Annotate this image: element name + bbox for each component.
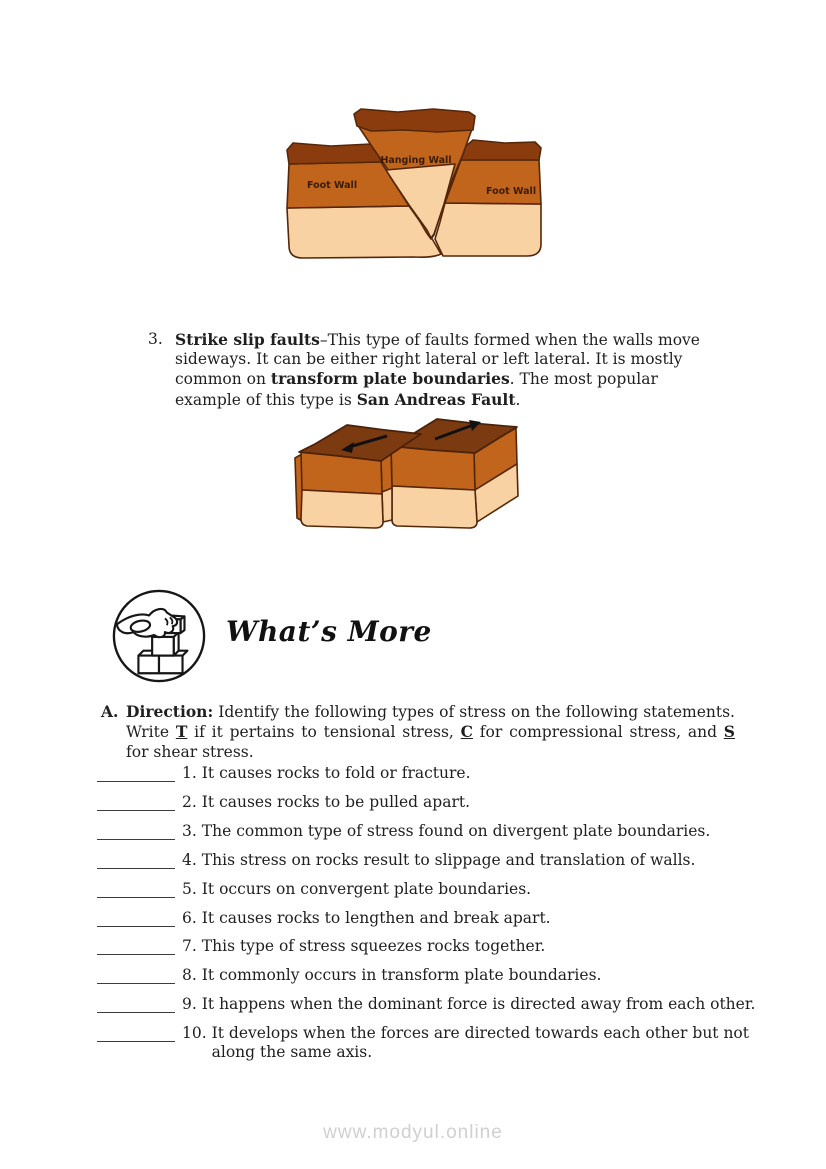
quiz-item-text: The common type of stress found on divergent plate boundaries. <box>201 821 711 840</box>
letter-s: S <box>723 722 735 742</box>
direction-body <box>126 702 735 762</box>
quiz-item <box>97 1024 759 1062</box>
direction-text: for compressional stress, and <box>473 723 724 742</box>
quiz-item <box>97 995 759 1014</box>
normal-fault-diagram <box>283 106 547 262</box>
hanging-wall-label: Hanging Wall <box>380 155 452 166</box>
list-number: 3. <box>148 330 163 348</box>
paragraph-text: . <box>515 390 521 409</box>
answer-blank[interactable] <box>97 793 175 811</box>
site-watermark: www.modyul.online <box>323 1122 503 1143</box>
foot-wall-right-label: Foot Wall <box>486 186 537 197</box>
quiz-item-number: 10. <box>182 1024 207 1043</box>
direction-letter: A. <box>101 702 119 721</box>
paragraph-text: . The most popular example of this type is <box>175 370 658 409</box>
quiz-item <box>97 909 759 928</box>
hand-stacking-blocks-icon <box>110 587 208 685</box>
strike-slip-fault-diagram <box>291 406 531 546</box>
quiz-item-text: It causes rocks to fold or fracture. <box>201 764 471 782</box>
quiz-item-number: 2. <box>182 792 197 811</box>
quiz-item <box>97 880 759 899</box>
quiz-item-number: 5. <box>182 879 197 898</box>
paragraph-text: –This type of faults formed when the walls move sideways. It can be either right lateral or left lateral. It is mostly common on <box>175 331 700 389</box>
term-transform-boundaries: transform plate boundaries <box>270 369 510 389</box>
answer-blank[interactable] <box>97 1024 175 1042</box>
quiz-item-number: 6. <box>182 908 197 927</box>
quiz-item-text: It causes rocks to lengthen and break apart. <box>201 908 551 927</box>
direction-text: Identify the following types of stress on the following statements. Write <box>126 703 735 742</box>
foot-wall-left-label: Foot Wall <box>307 180 358 191</box>
paragraph-body <box>175 330 727 410</box>
answer-blank[interactable] <box>97 937 175 955</box>
direction-text: if it pertains to tensional stress, <box>187 723 461 742</box>
direction-instructions <box>101 702 735 762</box>
quiz-item-text: It causes rocks to be pulled apart. <box>201 792 471 811</box>
quiz-item <box>97 822 759 841</box>
term-san-andreas: San Andreas Fault <box>356 389 516 409</box>
quiz-item <box>97 793 759 812</box>
quiz-item-number: 1. <box>182 764 197 782</box>
quiz-item-text: It happens when the dominant force is directed away from each other. <box>201 995 756 1014</box>
letter-c: C <box>460 722 473 742</box>
answer-blank[interactable] <box>97 995 175 1013</box>
answer-blank[interactable] <box>97 880 175 898</box>
answer-blank[interactable] <box>97 851 175 869</box>
letter-t: T <box>175 722 188 742</box>
answer-blank[interactable] <box>97 909 175 927</box>
quiz-item-number: 3. <box>182 821 197 840</box>
section-title-whats-more: What’s More <box>226 615 432 648</box>
strike-slip-paragraph <box>148 330 727 410</box>
quiz-list <box>97 764 759 1072</box>
direction-text: for shear stress. <box>126 742 254 761</box>
quiz-item <box>97 851 759 870</box>
quiz-item-text: This stress on rocks result to slippage and translation of walls. <box>201 850 696 869</box>
quiz-item-text: It occurs on convergent plate boundaries. <box>201 879 532 898</box>
quiz-item-number: 4. <box>182 850 197 869</box>
quiz-item-number: 8. <box>182 966 197 985</box>
quiz-item-text: This type of stress squeezes rocks together. <box>201 937 546 956</box>
quiz-item-text: It develops when the forces are directed towards each other but not along the same axis. <box>211 1024 749 1062</box>
answer-blank[interactable] <box>97 764 175 782</box>
quiz-item-text: It commonly occurs in transform plate boundaries. <box>201 966 602 985</box>
quiz-item <box>97 937 759 956</box>
quiz-item-number: 9. <box>182 995 197 1014</box>
quiz-item <box>97 764 759 783</box>
term-strike-slip: Strike slip faults <box>175 330 320 349</box>
answer-blank[interactable] <box>97 822 175 840</box>
direction-heading: Direction: <box>126 702 214 721</box>
answer-blank[interactable] <box>97 966 175 984</box>
quiz-item-number: 7. <box>182 937 197 956</box>
quiz-item <box>97 966 759 985</box>
